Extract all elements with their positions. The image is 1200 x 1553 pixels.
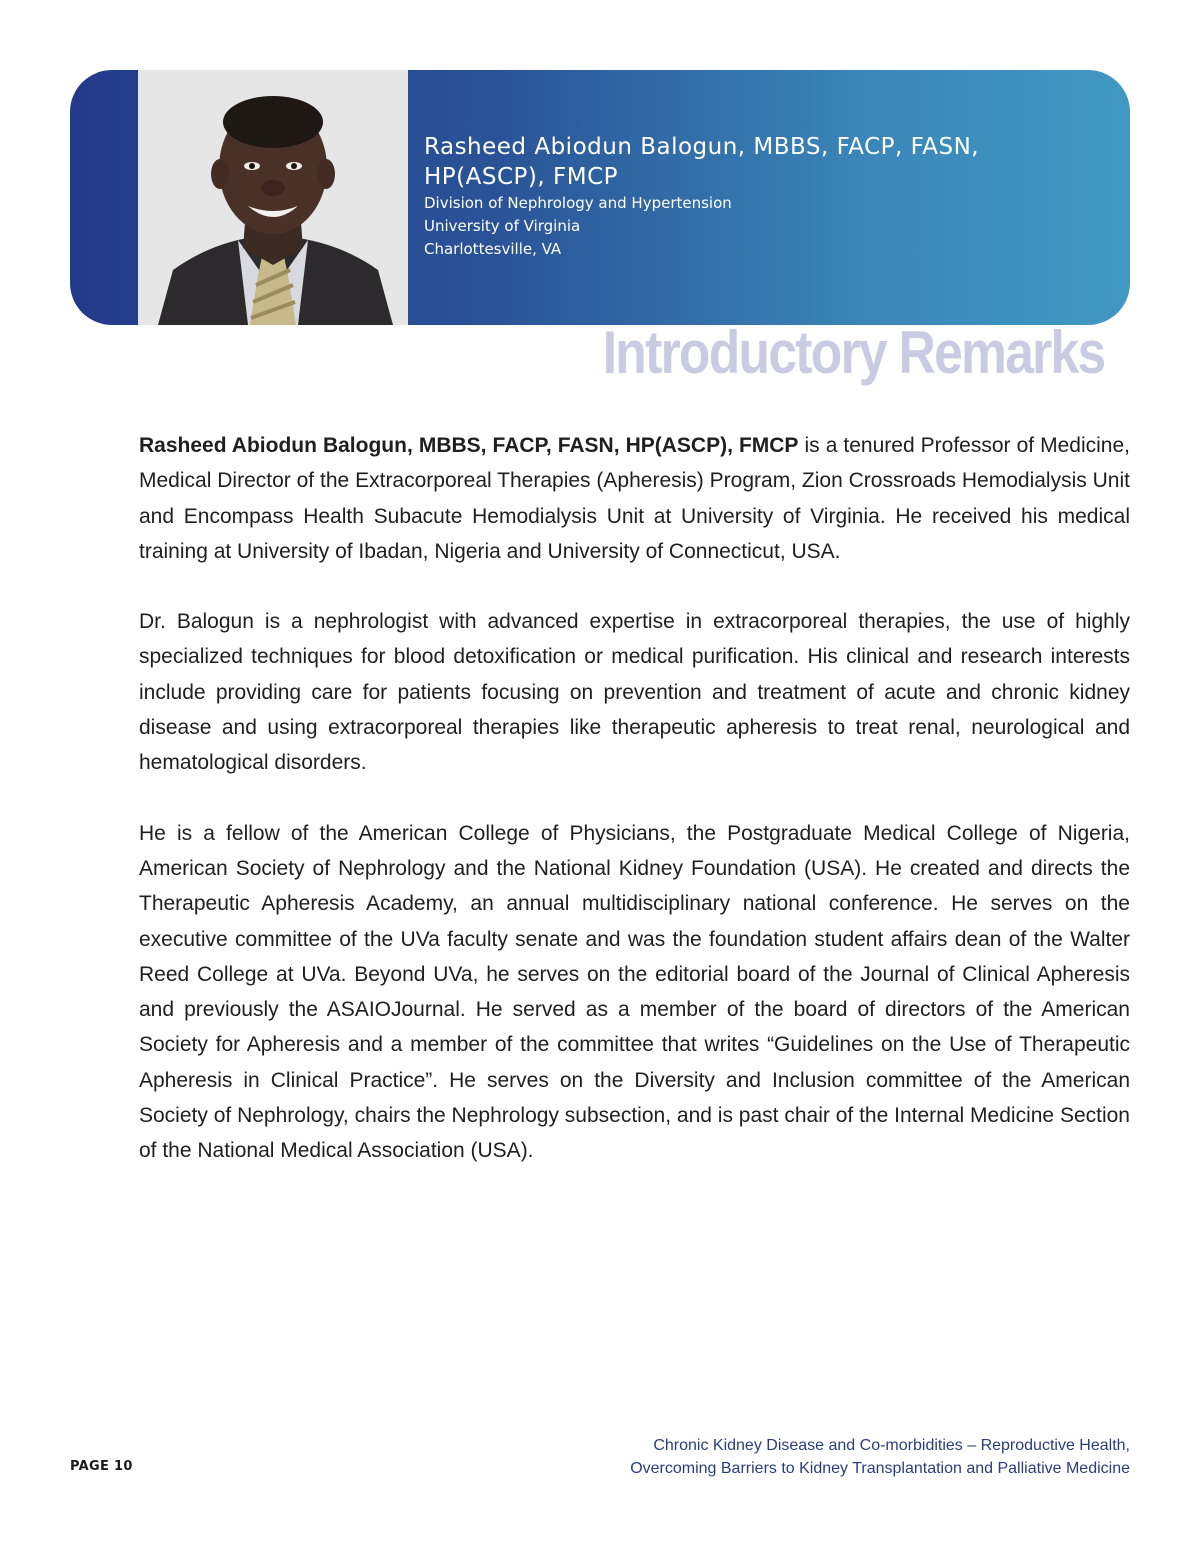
speaker-institution: University of Virginia <box>424 217 581 235</box>
speaker-name-line2: HP(ASCP), FMCP <box>424 164 618 190</box>
speaker-info <box>424 132 1114 261</box>
publication-title-line1: Chronic Kidney Disease and Co-morbidities – Reproductive Health, <box>653 1437 1130 1454</box>
speaker-banner <box>70 70 1130 325</box>
publication-title <box>630 1434 1130 1480</box>
bio-paragraph-1 <box>139 428 1130 569</box>
bio-paragraph-2: Dr. Balogun is a nephrologist with advanced expertise in extracorporeal therapies, the use of highly specialized techniques for blood detoxification or medical purification. His clinical and research interests include providing care for patients focusing on prevention and treatment of acute and chronic kidney disease and using extracorporeal therapies like therapeutic apheresis to treat renal, neurological and hematological disorders. <box>139 610 1130 775</box>
page-number: PAGE 10 <box>70 1459 133 1474</box>
bio-paragraph-1-text: is a tenured Professor of Medicine, Medical Director of the Extracorporeal Therapies (Apheresis) Program, Zion Crossroads Hemodialysis Unit and Encompass Health Subacute Hemodialysis Unit at University of Virginia. He received his medical training at University of Ibadan, Nigeria and University of Connecticut, USA. <box>139 434 1130 563</box>
speaker-photo <box>138 70 408 325</box>
speaker-biography <box>139 428 1130 1204</box>
bio-lead-name: Rasheed Abiodun Balogun, MBBS, FACP, FASN, HP(ASCP), FMCP <box>139 434 799 457</box>
publication-title-line2: Overcoming Barriers to Kidney Transplantation and Palliative Medicine <box>630 1460 1130 1477</box>
section-title: Introductory Remarks <box>602 319 1104 386</box>
speaker-location: Charlottesville, VA <box>424 240 562 258</box>
bio-paragraph-3: He is a fellow of the American College of Physicians, the Postgraduate Medical College of Nigeria, American Society of Nephrology and the National Kidney Foundation (USA). He created and directs the Therapeutic Apheresis Academy, an annual multidisciplinary national conference. He serves on the executive committee of the UVa faculty senate and was the foundation student affairs dean of the Walter Reed College at UVa. Beyond UVa, he serves on the editorial board of the Journal of Clinical Apheresis and previously the ASAIOJournal. He served as a member of the board of directors of the American Society for Apheresis and a member of the committee that writes “Guidelines on the Use of Therapeutic Apheresis in Clinical Practice”. He serves on the Diversity and Inclusion committee of the American Society of Nephrology, chairs the Nephrology subsection, and is past chair of the Internal Medicine Section of the National Medical Association (USA). <box>139 821 1130 1163</box>
speaker-name-line1: Rasheed Abiodun Balogun, MBBS, FACP, FASN, <box>424 134 980 160</box>
portrait-image <box>138 70 408 325</box>
speaker-division: Division of Nephrology and Hypertension <box>424 194 732 212</box>
